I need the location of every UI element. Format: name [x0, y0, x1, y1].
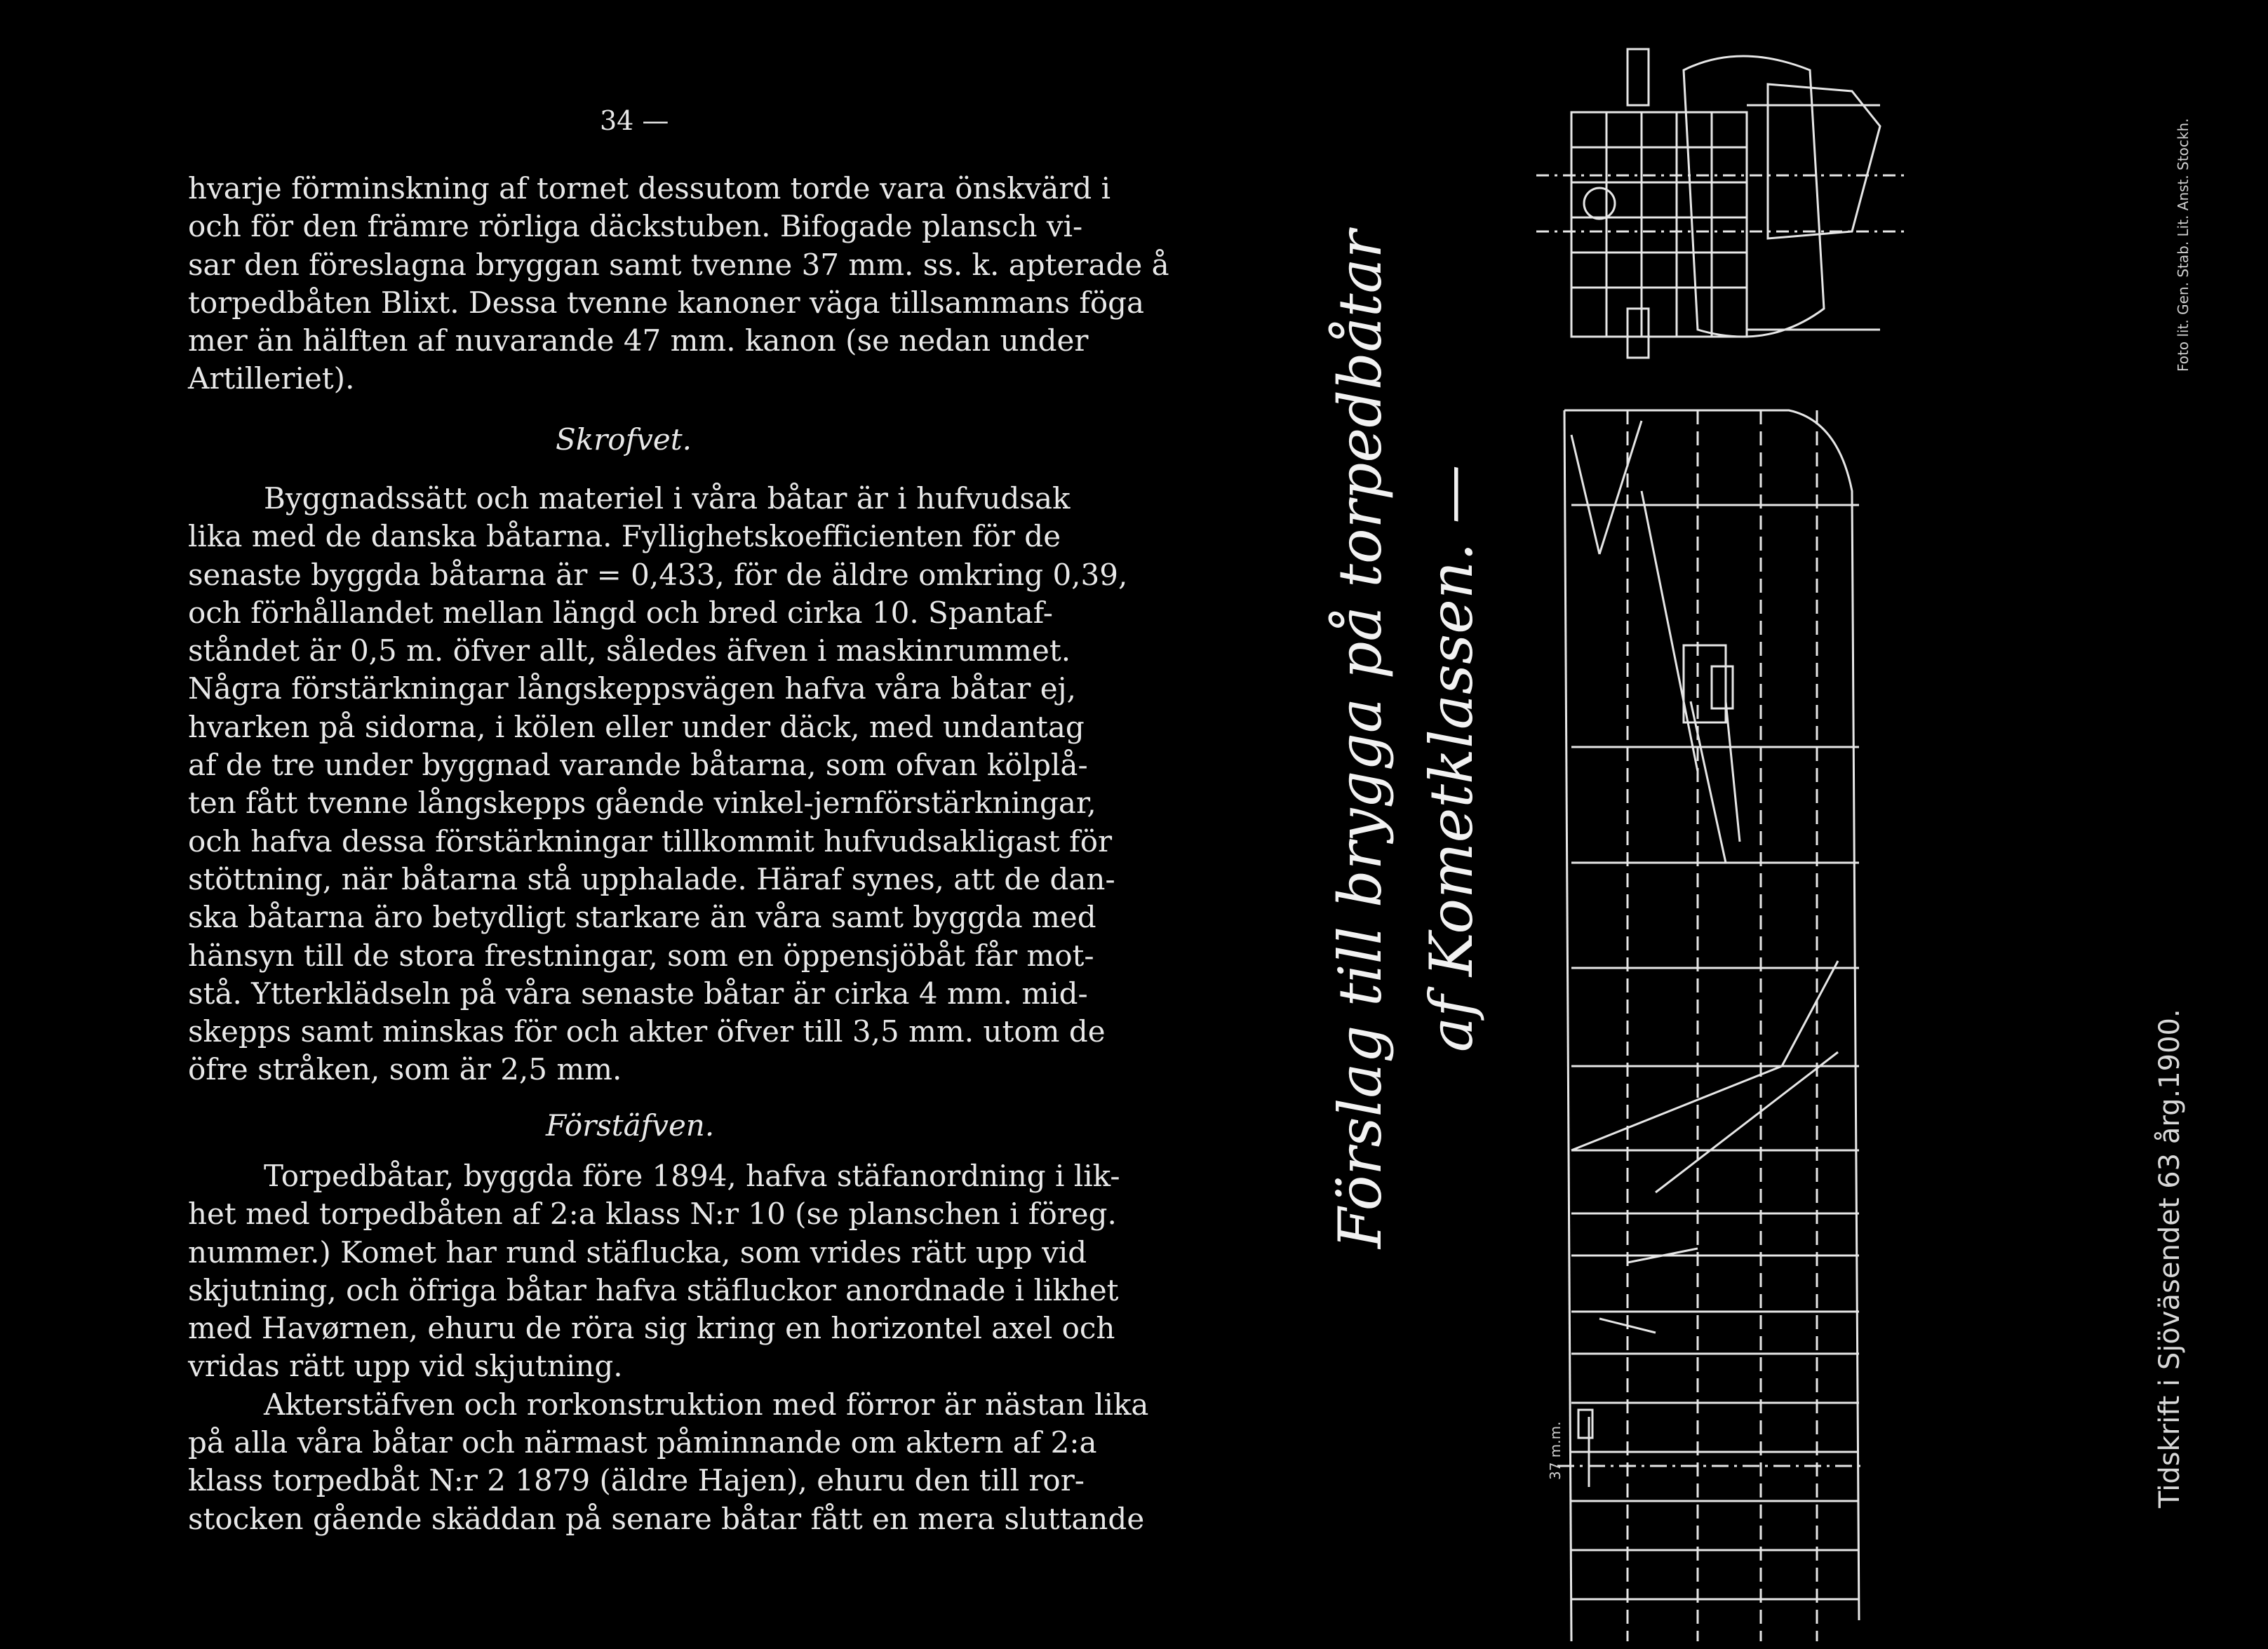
bridge-side-elevation — [1557, 410, 1866, 1641]
paragraph-2 — [188, 480, 1128, 1089]
text-line: stocken gående skäddan på senare båtar fått en mera sluttande — [188, 1501, 1145, 1536]
text-line: och för den främre rörliga däckstuben. Bifogade plansch vi- — [188, 209, 1083, 244]
text-line: och hafva dessa förstärkningar tillkommit hufvudsakligast för — [188, 823, 1113, 859]
text-line: mer än hälften af nuvarande 47 mm. kanon (se nedan under — [188, 323, 1089, 358]
text-line: af de tre under byggnad varande båtarna, som ofvan kölplå- — [188, 748, 1088, 783]
text-line: vridas rätt upp vid skjutning. — [188, 1349, 623, 1384]
page-number: 34 — — [600, 105, 669, 136]
text-line: skepps samt minskas för och akter öfver till 3,5 mm. utom de — [188, 1014, 1106, 1049]
text-line: ståndet är 0,5 m. öfver allt, således äfven i maskinrummet. — [188, 633, 1071, 668]
text-line: på alla våra båtar och närmast påminnande om aktern af 2:a — [188, 1425, 1097, 1460]
engineering-plate — [1207, 0, 2268, 1649]
text-line: torpedbåten Blixt. Dessa tvenne kanoner väga tillsammans föga — [188, 285, 1145, 320]
text-line: öfre stråken, som är 2,5 mm. — [188, 1052, 622, 1087]
text-line: senaste byggda båtarna är = 0,433, för de äldre omkring 0,39, — [188, 557, 1128, 592]
text-line: ten fått tvenne långskepps gående vinkel-jernförstärkningar, — [188, 786, 1096, 821]
text-line: stöttning, när båtarna stå upphalade. Häraf synes, att de dan- — [188, 861, 1115, 896]
text-line: Torpedbåtar, byggda före 1894, hafva stäfanordning i lik- — [264, 1159, 1120, 1193]
plate-title-line-2: af Kometklassen. — — [1417, 464, 1486, 1052]
bridge-plan-view — [1536, 49, 1908, 358]
text-line: ska båtarna äro betydligt starkare än våra samt byggda med — [188, 900, 1096, 935]
section-heading-forstafven: Förstäfven. — [546, 1108, 715, 1143]
plate-title-line-1: Förslag till brygga på torpedbåtar — [1326, 230, 1395, 1248]
printer-credit: Foto lit. Gen. Stab. Lit. Anst. Stockh. — [2175, 118, 2192, 372]
paragraph-1 — [188, 170, 1169, 398]
text-line: Byggnadssätt och materiel i våra båtar är i hufvudsak — [264, 481, 1071, 516]
text-line: sar den föreslagna bryggan samt tvenne 37 mm. ss. k. apterade å — [188, 247, 1169, 282]
text-line: klass torpedbåt N:r 2 1879 (äldre Hajen), ehuru den till ror- — [188, 1463, 1085, 1498]
text-line: och förhållandet mellan längd och bred cirka 10. Spantaf- — [188, 595, 1053, 630]
text-line: hvarken på sidorna, i kölen eller under däck, med undantag — [188, 709, 1085, 744]
text-line: lika med de danska båtarna. Fyllighetskoefficienten för de — [188, 519, 1061, 554]
section-heading-skrofvet: Skrofvet. — [556, 422, 692, 457]
text-line: stå. Ytterklädseln på våra senaste båtar är cirka 4 mm. mid- — [188, 976, 1088, 1011]
gun-label: 37 m.m. — [1547, 1421, 1564, 1480]
text-line: skjutning, och öfriga båtar hafva stäfluckor anordnade i likhet — [188, 1272, 1119, 1307]
text-line: nummer.) Komet har rund stäflucka, som vrides rätt upp vid — [188, 1234, 1087, 1270]
text-line: hänsyn till de stora frestningar, som en öppensjöbåt får mot- — [188, 938, 1094, 973]
text-line: Några förstärkningar långskeppsvägen hafva våra båtar ej, — [188, 671, 1076, 706]
text-line: het med torpedbåten af 2:a klass N:r 10 (se planschen i föreg. — [188, 1197, 1117, 1232]
text-line: hvarje förminskning af tornet dessutom torde vara önskvärd i — [188, 171, 1111, 206]
text-line: med Havørnen, ehuru de röra sig kring en horizontel axel och — [188, 1311, 1115, 1346]
journal-caption: Tidskrift i Sjöväsendet 63 årg.1900. — [2154, 1009, 2186, 1508]
text-line: Akterstäfven och rorkonstruktion med förror är nästan lika — [264, 1387, 1149, 1422]
paragraph-3 — [188, 1157, 1149, 1538]
text-line: Artilleriet). — [188, 361, 355, 396]
